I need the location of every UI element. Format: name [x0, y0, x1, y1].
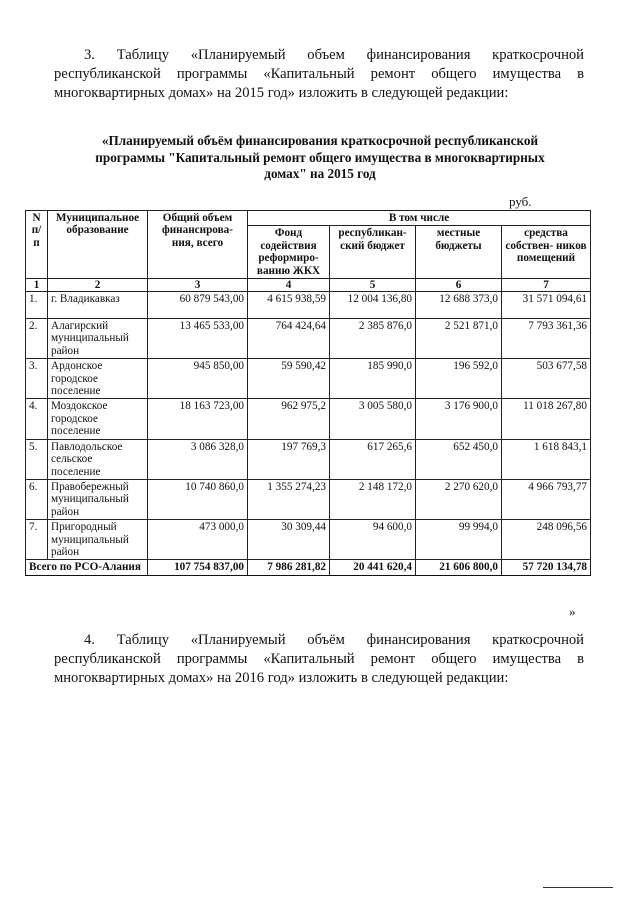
total-value: 473 000,0: [148, 520, 248, 560]
total-label: Всего по РСО-Алания: [26, 560, 148, 575]
paragraph-3: 3. Таблицу «Планируемый объем финансирования краткосрочной республиканской программы «Капитальный ремонт общего имущества в многоквартирных домах» на 2015 год» изложить в следующей редакции:: [54, 47, 584, 101]
owners-value: 31 571 094,61: [502, 292, 591, 319]
owners-value: 503 677,58: [502, 359, 591, 399]
table-row: [26, 319, 591, 359]
paragraph-4: 4. Таблицу «Планируемый объём финансирования краткосрочной республиканской программы «Капитальный ремонт общего имущества в многоквартирных домах» на 2016 год» изложить в следующей редакции:: [54, 632, 584, 686]
republic-value: 2 385 876,0: [330, 319, 416, 359]
table-row: [26, 292, 591, 319]
republic-value: 94 600,0: [330, 520, 416, 560]
local-value: 196 592,0: [416, 359, 502, 399]
municipality-name: Алагирский муниципальный район: [48, 319, 148, 359]
fund-value: 764 424,64: [248, 319, 330, 359]
republic-value: 12 004 136,80: [330, 292, 416, 319]
owners-value: 7 793 361,36: [502, 319, 591, 359]
owners-value: 4 966 793,77: [502, 479, 591, 519]
municipality-name: Пригородный муниципальный район: [48, 520, 148, 560]
column-number: 1: [26, 279, 48, 292]
header-including: В том числе: [248, 211, 591, 226]
total-local: 21 606 800,0: [416, 560, 502, 575]
fund-value: 30 309,44: [248, 520, 330, 560]
row-number: 5.: [26, 439, 48, 479]
table-row: [26, 359, 591, 399]
fund-value: 59 590,42: [248, 359, 330, 399]
table-title: [40, 133, 600, 183]
row-number: 1.: [26, 292, 48, 319]
total-sum: 107 754 837,00: [148, 560, 248, 575]
column-number: 7: [502, 279, 591, 292]
table-title-line-3: домах" на 2015 год: [264, 166, 376, 181]
municipality-name: Правобережный муниципальный район: [48, 479, 148, 519]
local-value: 2 270 620,0: [416, 479, 502, 519]
owners-value: 248 096,56: [502, 520, 591, 560]
total-value: 60 879 543,00: [148, 292, 248, 319]
fund-value: 1 355 274,23: [248, 479, 330, 519]
column-number: 2: [48, 279, 148, 292]
municipality-name: Павлодольское сельское поселение: [48, 439, 148, 479]
total-owners: 57 720 134,78: [502, 560, 591, 575]
municipality-name: Ардонское городское поселение: [48, 359, 148, 399]
header-republic: республикан- ский бюджет: [330, 226, 416, 279]
republic-value: 2 148 172,0: [330, 479, 416, 519]
closing-quote: »: [569, 604, 576, 619]
republic-value: 185 990,0: [330, 359, 416, 399]
row-number: 3.: [26, 359, 48, 399]
header-total: Общий объем финансирова- ния, всего: [148, 211, 248, 279]
header-owners: средства собствен- ников помещений: [502, 226, 591, 279]
local-value: 99 994,0: [416, 520, 502, 560]
column-number: 3: [148, 279, 248, 292]
column-number-row: [26, 279, 591, 292]
fund-value: 962 975,2: [248, 399, 330, 439]
financing-table: [25, 210, 591, 576]
total-republic: 20 441 620,4: [330, 560, 416, 575]
header-fund: Фонд содействия реформиро- ванию ЖКХ: [248, 226, 330, 279]
total-value: 13 465 533,00: [148, 319, 248, 359]
total-value: 18 163 723,00: [148, 399, 248, 439]
republic-value: 617 265,6: [330, 439, 416, 479]
column-number: 6: [416, 279, 502, 292]
total-value: 3 086 328,0: [148, 439, 248, 479]
header-n: N п/ п: [26, 211, 48, 279]
owners-value: 1 618 843,1: [502, 439, 591, 479]
municipality-name: г. Владикавказ: [48, 292, 148, 319]
table-row: [26, 399, 591, 439]
row-number: 4.: [26, 399, 48, 439]
local-value: 3 176 900,0: [416, 399, 502, 439]
table-row: [26, 439, 591, 479]
total-fund: 7 986 281,82: [248, 560, 330, 575]
total-value: 945 850,00: [148, 359, 248, 399]
owners-value: 11 018 267,80: [502, 399, 591, 439]
total-value: 10 740 860,0: [148, 479, 248, 519]
local-value: 12 688 373,0: [416, 292, 502, 319]
republic-value: 3 005 580,0: [330, 399, 416, 439]
local-value: 652 450,0: [416, 439, 502, 479]
footer-divider: [543, 887, 613, 888]
table-title-line-1: «Планируемый объём финансирования краткосрочной республиканской: [101, 133, 539, 148]
row-number: 7.: [26, 520, 48, 560]
fund-value: 4 615 938,59: [248, 292, 330, 319]
table-title-line-2: программы "Капитальный ремонт общего имущества в многоквартирных: [95, 149, 545, 165]
table-row: [26, 479, 591, 519]
column-number: 5: [330, 279, 416, 292]
column-number: 4: [248, 279, 330, 292]
table-row: [26, 520, 591, 560]
header-local: местные бюджеты: [416, 226, 502, 279]
row-number: 2.: [26, 319, 48, 359]
municipality-name: Моздокское городское поселение: [48, 399, 148, 439]
row-number: 6.: [26, 479, 48, 519]
header-municipality: Муниципальное образование: [48, 211, 148, 279]
local-value: 2 521 871,0: [416, 319, 502, 359]
currency-label: руб.: [509, 194, 532, 209]
fund-value: 197 769,3: [248, 439, 330, 479]
total-row: [26, 560, 591, 575]
